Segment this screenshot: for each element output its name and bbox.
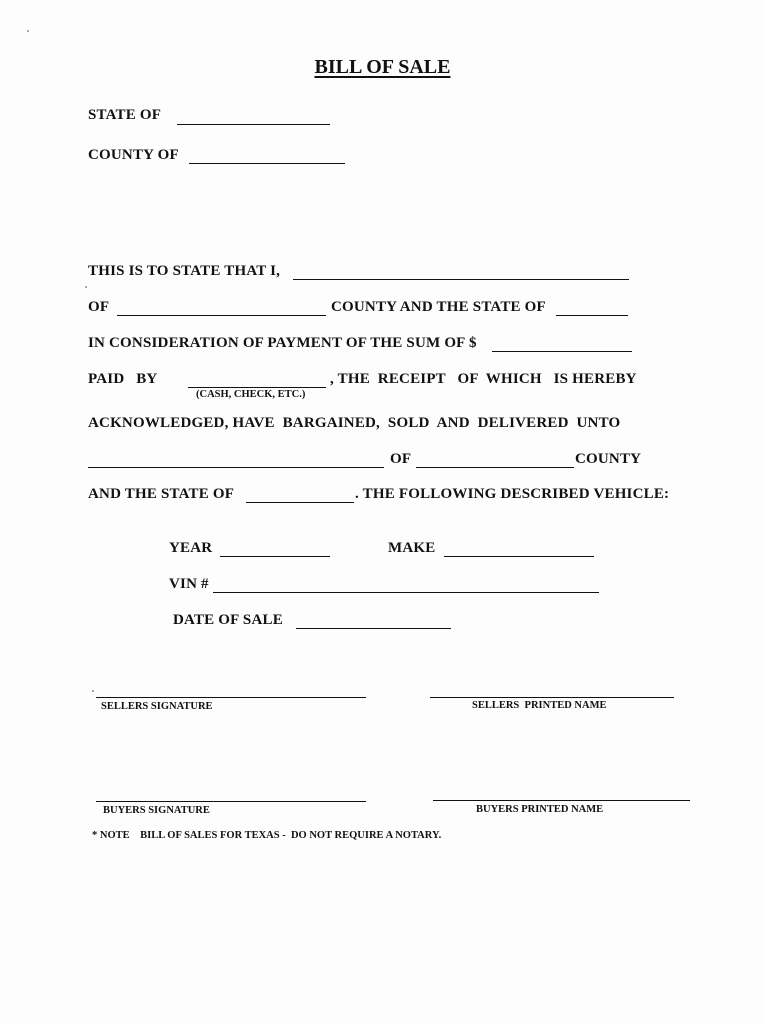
buyers-signature-line[interactable]: [96, 801, 366, 802]
vin-blank[interactable]: [213, 592, 599, 593]
county-and-state-label: COUNTY AND THE STATE OF: [331, 299, 546, 315]
receipt-text: , THE RECEIPT OF WHICH IS HEREBY: [330, 371, 637, 387]
payment-amount-blank[interactable]: [492, 351, 632, 352]
date-of-sale-label: DATE OF SALE: [173, 612, 283, 628]
scan-speck: [92, 690, 94, 692]
buyers-printed-name-label: BUYERS PRINTED NAME: [476, 804, 604, 815]
state-blank[interactable]: [177, 124, 330, 125]
seller-intro-label: THIS IS TO STATE THAT I,: [88, 263, 281, 279]
buyer-of-label: OF: [390, 451, 412, 467]
seller-county-blank[interactable]: [117, 315, 326, 316]
sellers-signature-label: SELLERS SIGNATURE: [101, 701, 213, 712]
make-label: MAKE: [388, 540, 436, 556]
buyers-signature-label: BUYERS SIGNATURE: [103, 805, 210, 816]
vin-label: VIN #: [169, 576, 209, 592]
document-title: BILL OF SALE: [314, 56, 451, 78]
date-of-sale-blank[interactable]: [296, 628, 451, 629]
make-blank[interactable]: [444, 556, 594, 557]
seller-name-blank[interactable]: [293, 279, 629, 280]
acknowledged-text: ACKNOWLEDGED, HAVE BARGAINED, SOLD AND DELIVERED UNTO: [88, 415, 621, 431]
county-label: COUNTY OF: [88, 147, 179, 163]
scan-speck: [85, 286, 87, 288]
buyer-county-blank[interactable]: [416, 467, 574, 468]
seller-state-blank[interactable]: [556, 315, 628, 316]
payment-method-hint: (CASH, CHECK, ETC.): [196, 389, 306, 400]
buyers-printed-name-line[interactable]: [433, 800, 690, 801]
buyer-name-blank[interactable]: [88, 467, 384, 468]
sellers-signature-line[interactable]: [96, 697, 366, 698]
paid-by-label: PAID BY: [88, 371, 158, 387]
consideration-label: IN CONSIDERATION OF PAYMENT OF THE SUM OF $: [88, 335, 477, 351]
buyer-state-label: AND THE STATE OF: [88, 486, 235, 502]
buyer-county-label: COUNTY: [575, 451, 642, 467]
buyer-state-blank[interactable]: [246, 502, 354, 503]
notary-note: * NOTE BILL OF SALES FOR TEXAS - DO NOT REQUIRE A NOTARY.: [92, 830, 442, 841]
year-label: YEAR: [169, 540, 213, 556]
scan-speck: [27, 30, 29, 32]
payment-method-blank[interactable]: [188, 387, 326, 388]
county-blank[interactable]: [189, 163, 345, 164]
year-blank[interactable]: [220, 556, 330, 557]
following-vehicle-text: . THE FOLLOWING DESCRIBED VEHICLE:: [355, 486, 670, 502]
sellers-printed-name-label: SELLERS PRINTED NAME: [472, 700, 607, 711]
sellers-printed-name-line[interactable]: [430, 697, 674, 698]
state-label: STATE OF: [88, 107, 162, 123]
seller-of-label: OF: [88, 299, 110, 315]
